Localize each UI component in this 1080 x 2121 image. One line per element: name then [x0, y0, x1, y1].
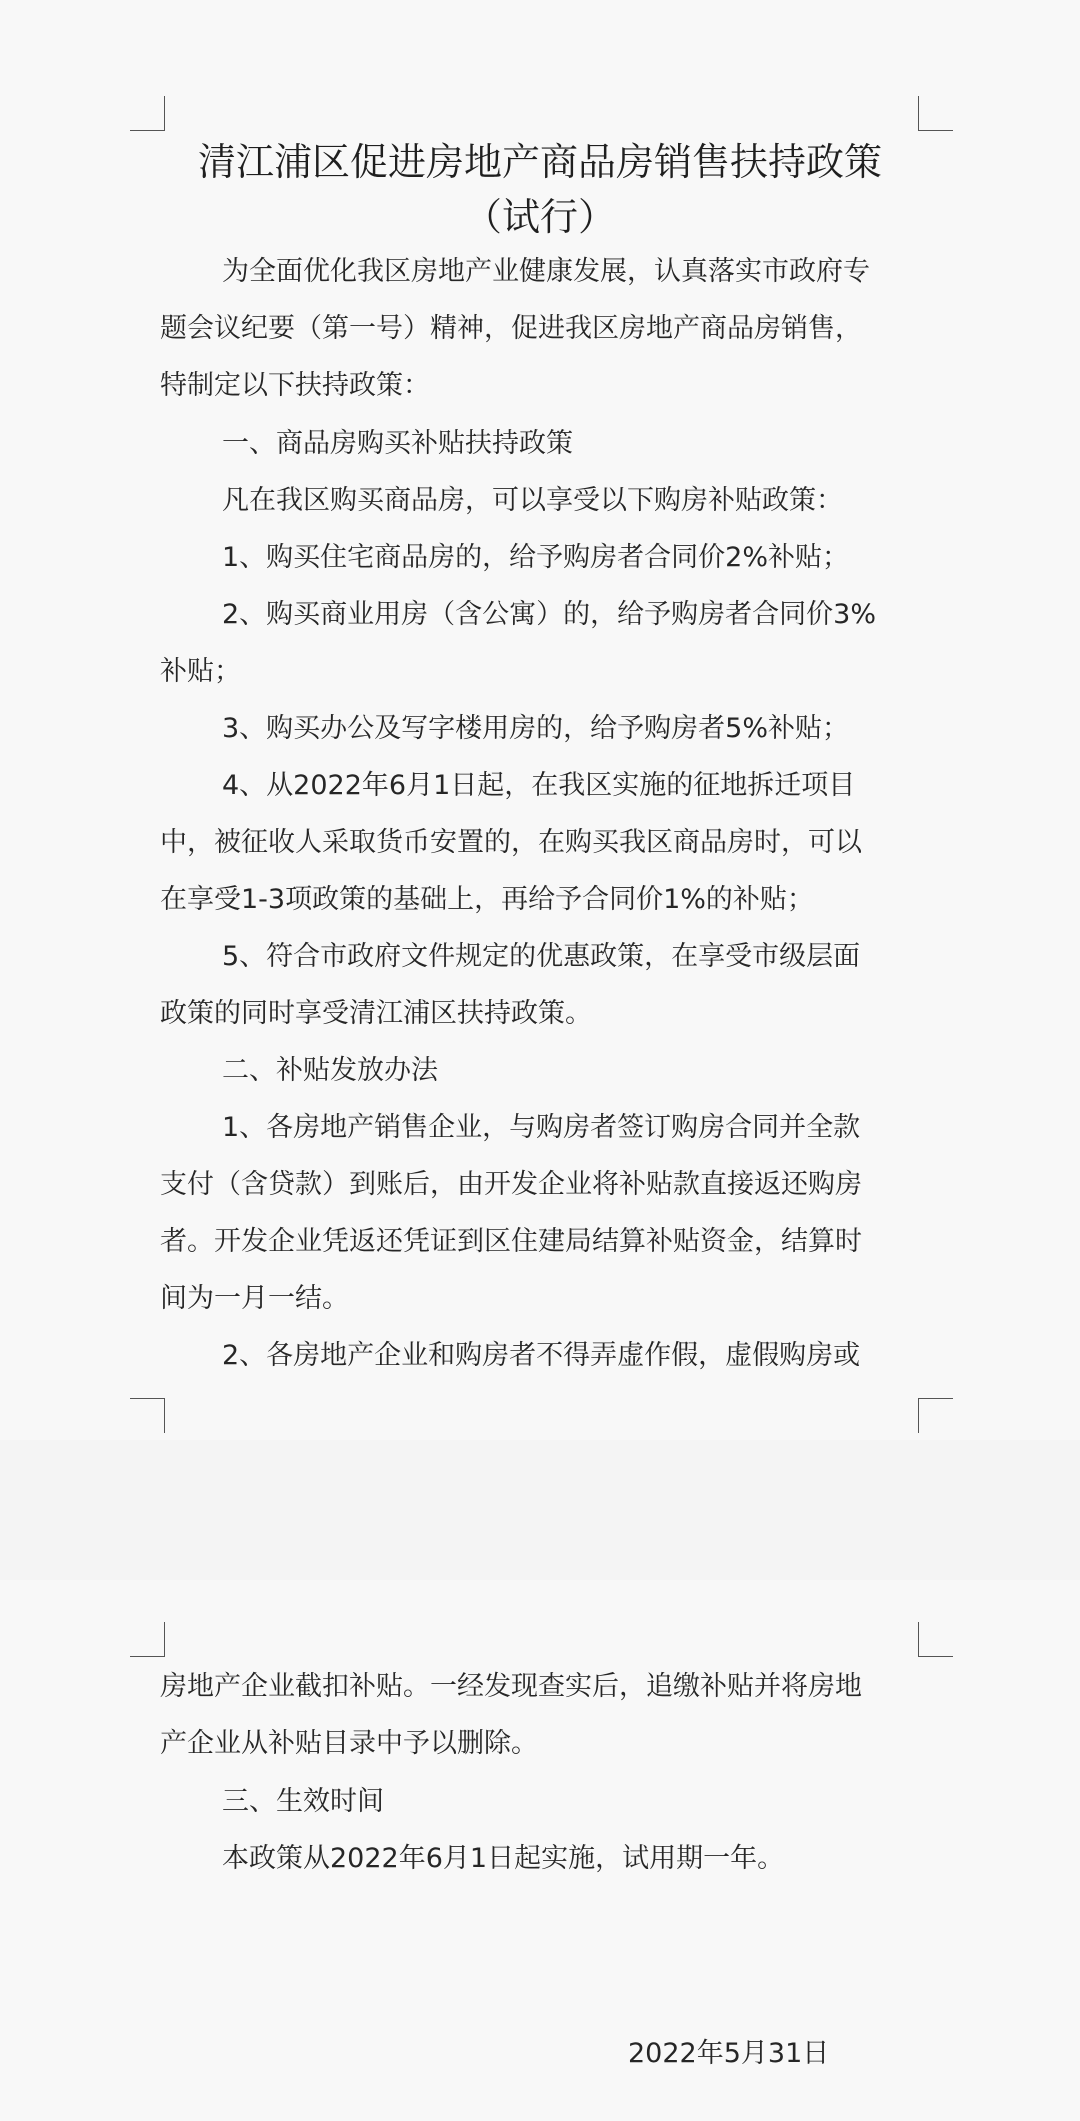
- crop-mark-bottom-right: [918, 1398, 953, 1433]
- body-line: 1、各房地产销售企业，与购房者签订购房合同并全款: [222, 1112, 861, 1143]
- body-line: 凡在我区购买商品房，可以享受以下购房补贴政策：: [222, 485, 843, 516]
- body-line: 特制定以下扶持政策：: [160, 370, 430, 401]
- body-line: 产企业从补贴目录中予以删除。: [160, 1728, 538, 1759]
- body-line: 5、符合市政府文件规定的优惠政策，在享受市级层面: [222, 941, 861, 972]
- body-line: 在享受1-3项政策的基础上，再给予合同价1%的补贴；: [160, 884, 814, 915]
- section-heading: 三、生效时间: [222, 1786, 384, 1817]
- body-line: 中，被征收人采取货币安置的，在购买我区商品房时，可以: [160, 827, 862, 858]
- body-line: 房地产企业截扣补贴。一经发现查实后，追缴补贴并将房地: [160, 1671, 862, 1702]
- body-line: 4、从2022年6月1日起，在我区实施的征地拆迁项目: [222, 770, 856, 801]
- page-break: [0, 1440, 1080, 1580]
- body-line: 本政策从2022年6月1日起实施，试用期一年。: [222, 1843, 785, 1874]
- document-subtitle: （试行）: [463, 195, 616, 239]
- crop-mark-bottom-left: [130, 1398, 165, 1433]
- body-line: 者。开发企业凭返还凭证到区住建局结算补贴资金，结算时: [160, 1226, 862, 1257]
- body-line: 3、购买办公及写字楼用房的，给予购房者5%补贴；: [222, 713, 850, 744]
- body-line: 2、各房地产企业和购房者不得弄虚作假，虚假购房或: [222, 1340, 861, 1371]
- crop-mark-top-left: [130, 1622, 165, 1657]
- page-two: [0, 1580, 1080, 2121]
- body-line: 间为一月一结。: [160, 1283, 349, 1314]
- crop-mark-top-left: [130, 96, 165, 131]
- body-line: 1、购买住宅商品房的，给予购房者合同价2%补贴；: [222, 542, 850, 573]
- body-line: 为全面优化我区房地产业健康发展，认真落实市政府专: [222, 256, 870, 287]
- body-line: 政策的同时享受清江浦区扶持政策。: [160, 998, 592, 1029]
- document-title: 清江浦区促进房地产商品房销售扶持政策: [197, 140, 882, 184]
- crop-mark-top-right: [918, 1622, 953, 1657]
- body-line: 补贴；: [160, 656, 241, 687]
- crop-mark-top-right: [918, 96, 953, 131]
- body-line: 支付（含贷款）到账后，由开发企业将补贴款直接返还购房: [160, 1169, 862, 1200]
- body-line: 题会议纪要（第一号）精神，促进我区房地产商品房销售，: [160, 313, 862, 344]
- document-date: 2022年5月31日: [628, 2038, 830, 2069]
- body-line: 2、购买商业用房（含公寓）的，给予购房者合同价3%: [222, 599, 877, 630]
- section-heading: 一、商品房购买补贴扶持政策: [222, 428, 573, 459]
- section-heading: 二、补贴发放办法: [222, 1055, 438, 1086]
